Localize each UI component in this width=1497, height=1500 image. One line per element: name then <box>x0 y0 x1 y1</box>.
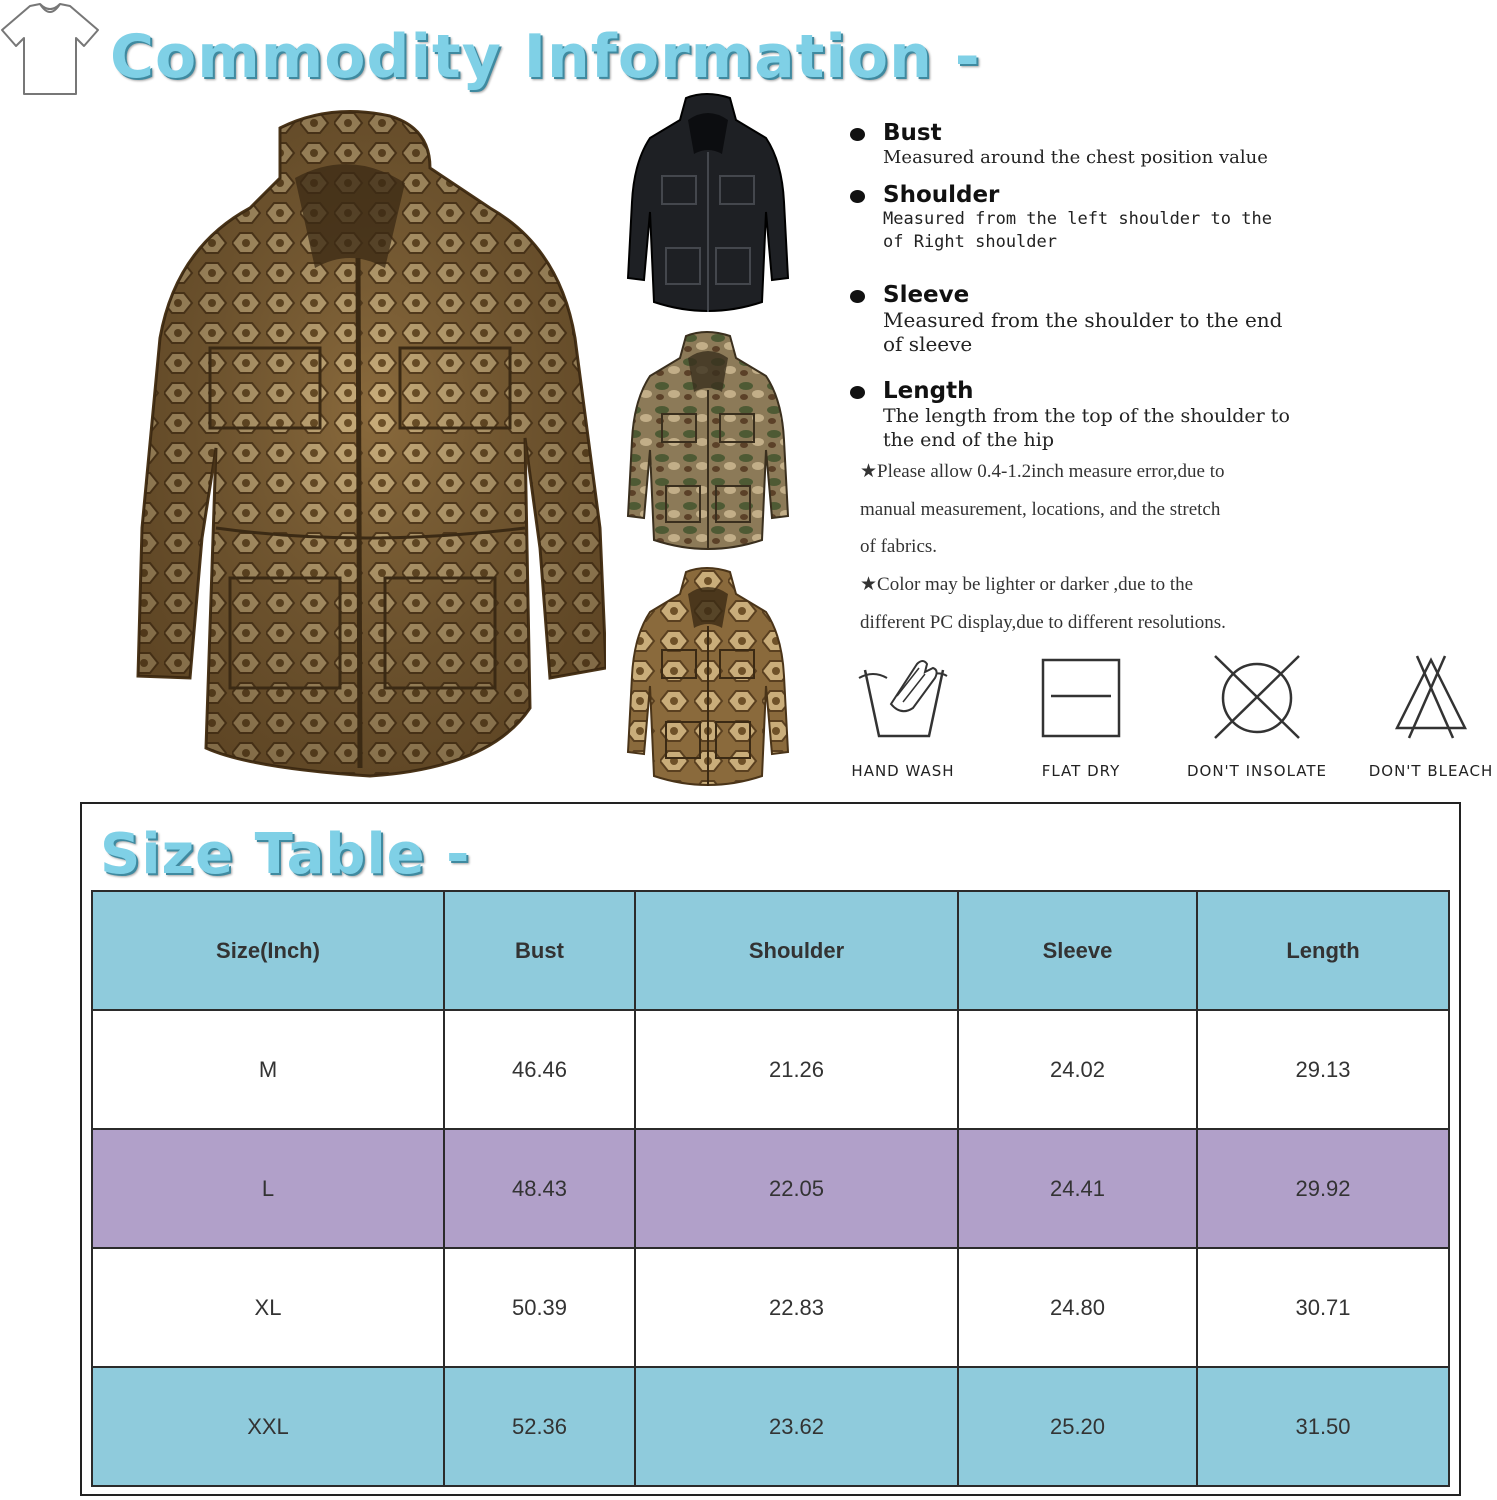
table-cell: 21.26 <box>635 1010 958 1129</box>
jacket-tan-thumbnail <box>626 566 790 794</box>
bullet-icon <box>850 290 865 303</box>
measure-shoulder <box>848 182 1408 254</box>
header-bust: Bust <box>444 891 635 1010</box>
care-hand-wash <box>818 650 988 780</box>
jacket-main-image <box>130 108 606 780</box>
table-row <box>92 1367 1449 1486</box>
table-cell: 52.36 <box>444 1367 635 1486</box>
note-line: of fabrics. <box>860 536 938 557</box>
size-table <box>91 890 1450 1487</box>
table-cell: 48.43 <box>444 1129 635 1248</box>
table-cell: 24.41 <box>958 1129 1197 1248</box>
size-table-title: Size Table - <box>100 822 471 887</box>
measure-error-note <box>860 453 1300 566</box>
measure-term: Length <box>883 378 974 404</box>
table-cell: L <box>92 1129 444 1248</box>
dont-insolate-icon <box>1207 650 1307 746</box>
bullet-icon <box>850 190 865 203</box>
measure-desc: of sleeve <box>883 332 973 356</box>
care-dont-bleach <box>1346 650 1497 780</box>
table-cell: 29.92 <box>1197 1129 1449 1248</box>
measure-sleeve <box>848 282 1408 356</box>
table-cell: 23.62 <box>635 1367 958 1486</box>
care-dont-insolate <box>1172 650 1342 780</box>
note-line: manual measurement, locations, and the stretch <box>860 498 1221 520</box>
note-line: different PC display,due to different resolutions. <box>860 611 1226 633</box>
table-header-row <box>92 891 1449 1010</box>
table-row <box>92 1010 1449 1129</box>
note-line: ★Please allow 0.4-1.2inch measure error,due to <box>860 461 1225 482</box>
measure-desc: The length from the top of the shoulder to <box>883 405 1290 427</box>
header-sleeve: Sleeve <box>958 891 1197 1010</box>
bullet-icon <box>850 386 865 399</box>
measure-desc: the end of the hip <box>883 429 1054 451</box>
care-flat-dry <box>996 650 1166 780</box>
table-cell: 29.13 <box>1197 1010 1449 1129</box>
hand-wash-icon <box>853 650 953 746</box>
table-cell: 30.71 <box>1197 1248 1449 1367</box>
measure-term: Sleeve <box>883 282 970 308</box>
table-cell: 24.02 <box>958 1010 1197 1129</box>
measure-length <box>848 378 1408 452</box>
table-cell: 24.80 <box>958 1248 1197 1367</box>
measure-desc: of Right shoulder <box>883 232 1057 252</box>
measure-term: Bust <box>883 120 942 146</box>
color-note <box>860 566 1300 641</box>
care-label: DON'T BLEACH <box>1368 762 1494 780</box>
table-cell: 46.46 <box>444 1010 635 1129</box>
tshirt-icon <box>0 0 100 98</box>
flat-dry-icon <box>1031 650 1131 746</box>
header-shoulder: Shoulder <box>635 891 958 1010</box>
table-cell: 50.39 <box>444 1248 635 1367</box>
measure-bust <box>848 120 1408 170</box>
note-line: ★Color may be lighter or darker ,due to the <box>860 574 1194 595</box>
table-row <box>92 1129 1449 1248</box>
care-label: HAND WASH <box>851 762 955 780</box>
bullet-icon <box>850 128 865 141</box>
commodity-title: Commodity Information - <box>110 22 981 92</box>
table-cell: XXL <box>92 1367 444 1486</box>
jacket-black-thumbnail <box>626 92 790 322</box>
header-size: Size(Inch) <box>92 891 444 1010</box>
measure-desc: Measured around the chest position value <box>883 147 1268 168</box>
table-cell: XL <box>92 1248 444 1367</box>
table-cell: 22.83 <box>635 1248 958 1367</box>
dont-bleach-icon <box>1381 650 1481 746</box>
table-cell: 25.20 <box>958 1367 1197 1486</box>
care-label: DON'T INSOLATE <box>1186 762 1328 780</box>
measure-desc: Measured from the shoulder to the end <box>883 308 1283 332</box>
care-label: FLAT DRY <box>1041 762 1121 780</box>
table-cell: M <box>92 1010 444 1129</box>
measure-term: Shoulder <box>883 182 1000 208</box>
table-cell: 31.50 <box>1197 1367 1449 1486</box>
table-cell: 22.05 <box>635 1129 958 1248</box>
header-length: Length <box>1197 891 1449 1010</box>
jacket-multicam-thumbnail <box>626 330 790 558</box>
table-row <box>92 1248 1449 1367</box>
measure-desc: Measured from the left shoulder to the <box>883 209 1272 229</box>
